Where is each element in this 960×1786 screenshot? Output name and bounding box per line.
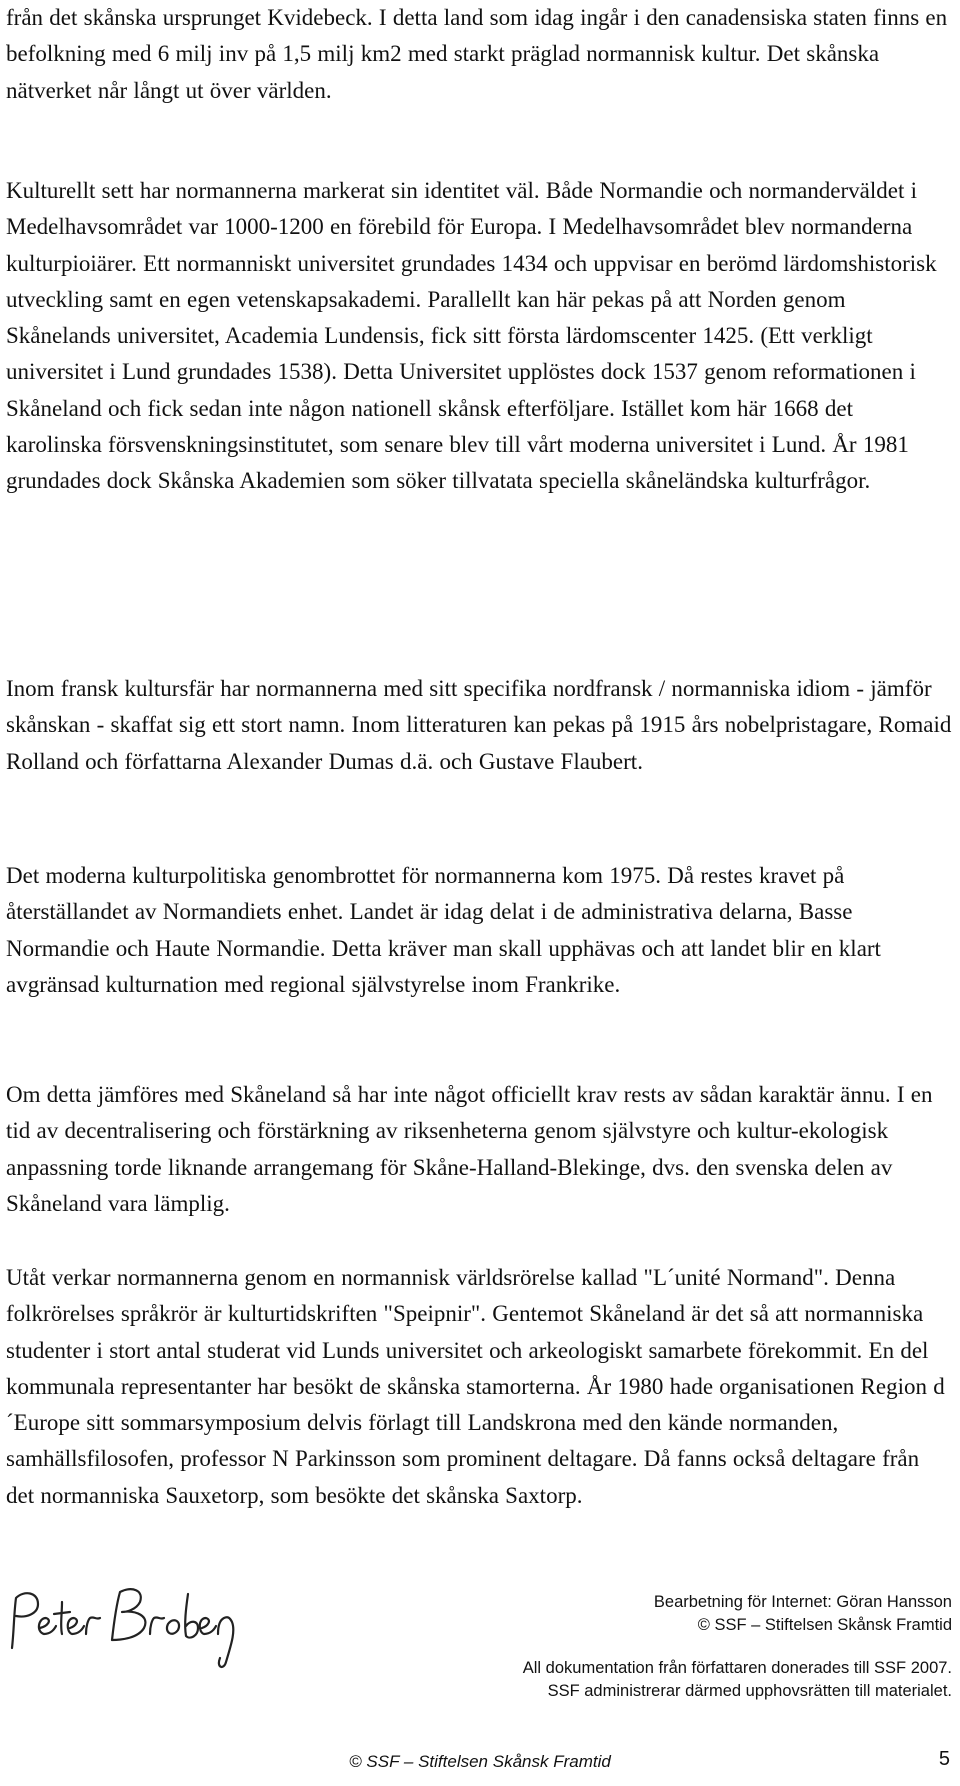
paragraph-french-culture: Inom fransk kultursfär har normannerna med sitt specifika nordfransk / normanniska idiom - jämför skånskan - skaffat sig ett stort namn. Inom litteraturen kan pekas på 1915 års nobelpristagare, Romaid Rolland och författarna Alexander Dumas d.ä. och Gustave Flaubert.: [6, 676, 952, 774]
paragraph-normannic-movement: Utåt verkar normannerna genom en normannisk världsrörelse kallad "L´unité Normand". Denna folkrörelses språkrör är kulturtidskriften "Speipnir". Gentemot Skåneland är det så att normanniska studenter i stort antal studerat vid Lunds universitet och arkeologiskt samarbete förekommit. En del kommunala representanter har besökt de skånska stamorterna. År 1980 hade organisationen Region d´Europe sitt sommarsymposium delvis förlagt till Landskrona med den kände normanden, samhällsfilosofen, professor N Parkinsson som prominent deltagare. Då fanns också deltagare från det normanniska Sauxetorp, som besökte det skånska Saxtorp.: [6, 1265, 945, 1508]
paragraph-cultural-politics: Det moderna kulturpolitiska genombrottet för normannerna kom 1975. Då restes kravet på återställandet av Normandiets enhet. Landet är idag delat i de administrativa delarna, Basse Normandie och Haute Normandie. Detta kräver man skall upphävas och att landet blir en klart avgränsad kulturnation med regional självstyrelse inom Frankrike.: [6, 863, 881, 997]
credit-rights: SSF administrerar därmed upphovsrätten till materialet.: [547, 1682, 952, 1700]
signature-image: [4, 1578, 264, 1676]
credit-copyright: © SSF – Stiftelsen Skånsk Framtid: [697, 1616, 952, 1634]
paragraph-cultural-identity: Kulturellt sett har normannerna markerat sin identitet väl. Både Normandie och normanderväldet i Medelhavsområdet var 1000-1200 en förebild för Europa. I Medelhavsområdet blev normanderna kulturpioiärer. Ett normanniskt universitet grundades 1434 och uppvisar en berömd lärdomshistorisk utveckling samt en egen vetenskapsakademi. Parallellt kan här pekas på att Norden genom Skånelands universitet, Academia Lundensis, fick sitt första lärdomscenter 1425. (Ett verkligt universitet i Lund grundades 1538). Detta Universitet upplöstes dock 1537 genom reformationen i Skåneland och fick sedan inte någon nationell skånsk efterföljare. Istället kom här 1668 det karolinska försvenskningsinstitutet, som senare blev till vårt moderna universitet i Lund. År 1981 grundades dock Skånska Akademien som söker tillvatata speciella skåneländska kulturfrågor.: [6, 178, 937, 494]
page-number: 5: [938, 1748, 950, 1770]
footer-copyright: © SSF – Stiftelsen Skånsk Framtid: [349, 1752, 611, 1771]
paragraph-kvidebeck: från det skånska ursprunget Kvidebeck. I detta land som idag ingår i den canadensiska staten finns en befolkning med 6 milj inv på 1,5 milj km2 med starkt präglad normannisk kultur. Det skånska nätverket når långt ut över världen.: [6, 5, 948, 103]
credits-block: [432, 1591, 952, 1703]
credit-donation: All dokumentation från författaren donerades till SSF 2007.: [522, 1659, 952, 1677]
paragraph-skaneland-comparison: Om detta jämföres med Skåneland så har inte något officiellt krav rests av sådan karaktär ännu. I en tid av decentralisering och förstärkning av riksenheterna genom självstyre och kultur-ekologisk anpassning torde liknande arrangemang för Skåne-Halland-Blekinge, dvs. den svenska delen av Skåneland vara lämplig.: [6, 1082, 933, 1216]
credit-editor: Bearbetning för Internet: Göran Hansson: [653, 1593, 952, 1611]
